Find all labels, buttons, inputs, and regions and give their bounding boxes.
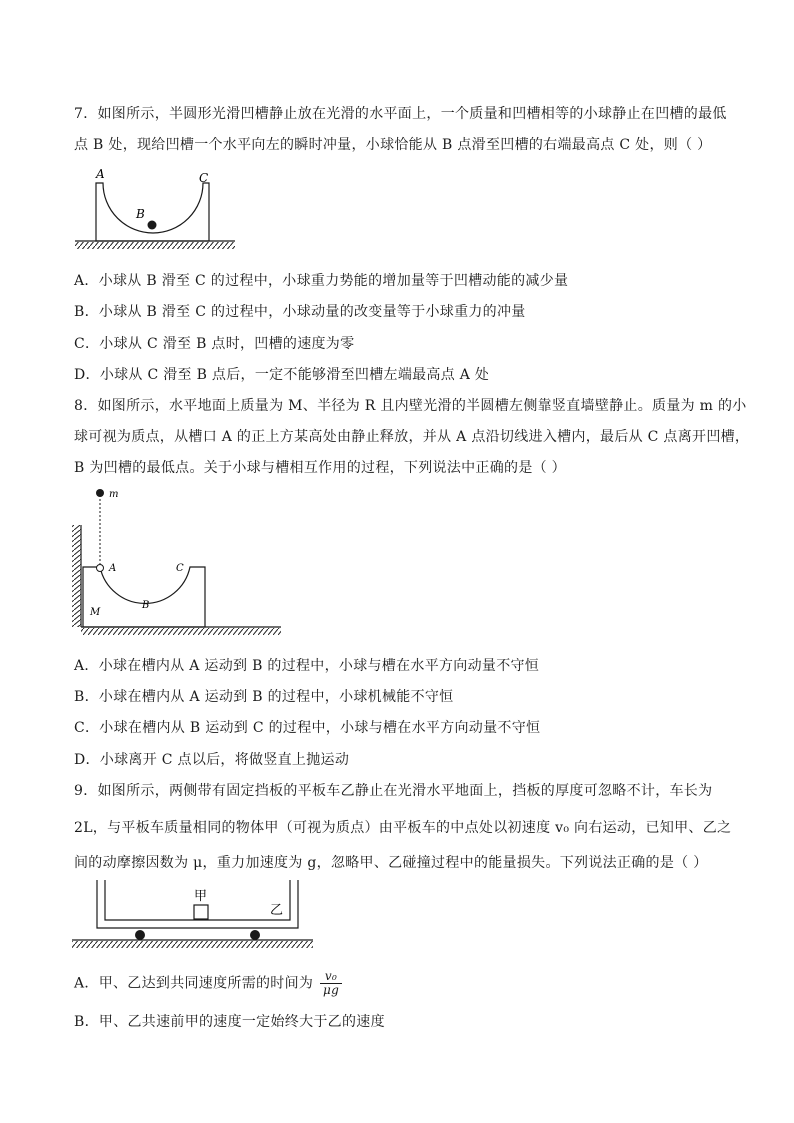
q8-option-c: C．小球在槽内从 B 运动到 C 的过程中，小球与槽在水平方向动量不守恒 [74,720,541,736]
q9-label-yi: 乙 [270,903,284,918]
q7-figure-groove [70,168,240,254]
q9-fraction-denominator: μg [322,983,340,997]
q8-label-B: B [142,600,150,611]
q8-label-A: A [109,563,117,574]
q7-ball [148,221,157,230]
q9-block-jia [194,905,208,919]
q7-stem-line1: 7．如图所示，半圆形光滑凹槽静止放在光滑的水平面上，一个质量和凹槽相等的小球静止在凹槽的最低 [74,106,727,122]
q9-stem-line3: 间的动摩擦因数为 μ，重力加速度为 g，忽略甲、乙碰撞过程中的能量损失。下列说法正确的是（ ） [74,855,708,871]
q8-ball-m [96,489,104,497]
q8-stem-line1: 8．如图所示，水平地面上质量为 M、半径为 R 且内壁光滑的半圆槽左侧靠竖直墙壁静止。质量为 m 的小 [74,398,747,414]
q8-label-M: M [90,607,101,618]
q7-stem-line2: 点 B 处，现给凹槽一个水平向左的瞬时冲量，小球恰能从 B 点滑至凹槽的右端最高点 C 处，则（ ） [74,137,712,153]
q9-option-a-text: A．甲、乙达到共同速度所需的时间为 [74,975,314,992]
q8-stem-line2: 球可视为质点，从槽口 A 的正上方某高处由静止释放，并从 A 点沿切线进入槽内，最后从 C 点离开凹槽， [74,429,750,445]
q9-wheel-left [135,930,145,940]
q9-wheel-right [250,930,260,940]
q9-stem-line2: 2L，与平板车质量相同的物体甲（可视为质点）由平板车的中点处以初速度 v₀ 向右运动，已知甲、乙之 [74,820,732,836]
q7-option-c: C．小球从 C 滑至 B 点时，凹槽的速度为零 [74,336,355,352]
q8-option-a: A．小球在槽内从 A 运动到 B 的过程中，小球与槽在水平方向动量不守恒 [74,658,540,674]
q9-figure-cart [70,878,320,953]
q8-label-C: C [176,563,184,574]
q8-option-b: B．小球在槽内从 A 运动到 B 的过程中，小球机械能不守恒 [74,689,454,705]
q7-label-B: B [136,207,145,221]
q9-option-b: B．甲、乙共速前甲的速度一定始终大于乙的速度 [74,1014,385,1030]
q9-option-a [74,970,342,997]
q8-label-m: m [109,489,119,500]
q9-label-jia: 甲 [194,889,208,904]
q9-fraction-numerator: v₀ [320,970,342,984]
q7-option-d: D．小球从 C 滑至 B 点后，一定不能够滑至凹槽左端最高点 A 处 [74,367,490,383]
q8-point-a-marker [97,565,104,572]
q8-option-d: D．小球离开 C 点以后，将做竖直上抛运动 [74,752,350,768]
q7-option-b: B．小球从 B 滑至 C 的过程中，小球动量的改变量等于小球重力的冲量 [74,304,526,320]
q7-label-C: C [199,171,209,185]
q8-stem-line3: B 为凹槽的最低点。关于小球与槽相互作用的过程，下列说法中正确的是（ ） [74,460,566,476]
q7-option-a: A．小球从 B 滑至 C 的过程中，小球重力势能的增加量等于凹槽动能的减少量 [74,273,569,289]
q9-stem-line1: 9．如图所示，两侧带有固定挡板的平板车乙静止在光滑水平地面上，挡板的厚度可忽略不计，车长为 [74,783,713,799]
q7-label-A: A [96,168,105,181]
q9-option-a-fraction [320,970,342,997]
q8-figure-semicircle-groove [68,485,288,640]
